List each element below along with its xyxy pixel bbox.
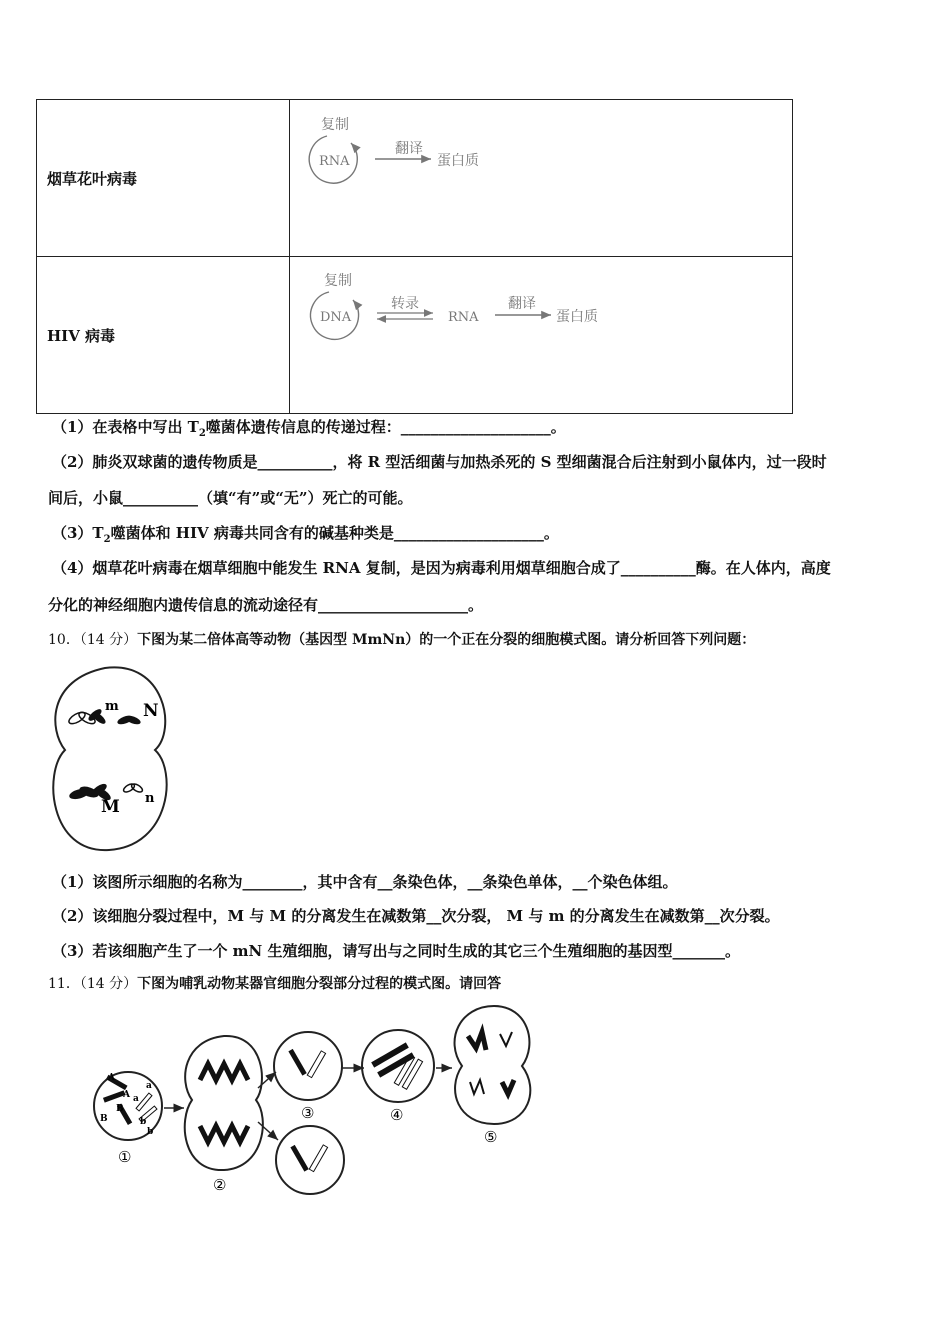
question-stem: 下图为哺乳动物某器官细胞分裂部分过程的模式图。请回答 [137,976,502,992]
q10-stem [48,629,755,649]
cell-number-5: ⑤ [484,1128,498,1146]
cell-1 [94,1072,162,1166]
transcribe-label: 转录 [391,296,419,312]
table-row [37,100,793,257]
cell-number-3: ③ [301,1104,315,1122]
q9-part3 [52,522,559,545]
gene-label-m: m [105,699,119,714]
question-number: 10．（14 分） [48,632,138,648]
label-b: b [140,1117,147,1127]
label-B: B [100,1114,108,1124]
cell-2 [185,1036,263,1194]
replicate-label: 复制 [324,273,352,289]
rna-label: RNA [448,310,479,325]
gene-label-M: M [101,797,120,817]
translate-label: 翻译 [508,296,536,312]
cell-number-4: ④ [390,1106,404,1124]
q10-cell-figure [45,660,180,860]
q9-part1-text-2: 噬菌体遗传信息的传递过程：____________________。 [205,418,566,436]
gene-label-n: n [145,791,155,806]
virus-table [36,99,793,414]
protein-label: 蛋白质 [437,153,479,169]
gene-label-N: N [143,701,159,721]
diagram-cell [290,257,793,414]
arrow [258,1072,276,1088]
q9-part4-line1: （4）烟草花叶病毒在烟草细胞中能发生 RNA 复制，是因为病毒利用烟草细胞合成了__________酶。在人体内，高度 [52,559,831,577]
subscript: 2 [198,428,206,439]
virus-name-cell: HIV 病毒 [37,257,290,414]
q10-part3: （3）若该细胞产生了一个 mN 生殖细胞，请写出与之同时生成的其它三个生殖细胞的基因型_______。 [52,942,740,960]
table-row [37,257,793,414]
dividing-cell-outline [53,667,166,850]
cell-4 [362,1030,434,1124]
virus-name-cell: 烟草花叶病毒 [37,100,290,257]
protein-label: 蛋白质 [556,309,598,325]
dna-label: DNA [320,310,352,325]
cell-3 [274,1032,342,1122]
tmv-flow-diagram [291,103,791,253]
q9-part2-line2: 间后，小鼠__________（填“有”或“无”）死亡的可能。 [48,489,413,507]
q11-stem [48,973,501,993]
subscript: 2 [103,534,111,545]
label-a: a [146,1081,152,1091]
cell-number-2: ② [213,1176,227,1194]
q9-part3-text: （3）T [52,524,104,542]
label-a: a [133,1094,139,1104]
replicate-label: 复制 [321,117,349,133]
q9-part3-text-2: 噬菌体和 HIV 病毒共同含有的碱基种类是____________________。 [110,524,559,542]
label-A: A [123,1090,130,1100]
diagram-cell [290,100,793,257]
cell-number-1: ① [118,1148,132,1166]
cell-3-sister [276,1126,344,1194]
hiv-flow-diagram [291,260,791,410]
q10-part1: （1）该图所示细胞的名称为________，其中含有__条染色体，__条染色单体，__个染色体组。 [52,873,678,891]
q10-part2: （2）该细胞分裂过程中，M 与 M 的分离发生在减数第__次分裂， M 与 m 的分离发生在减数第__次分裂。 [52,907,780,925]
q9-part1 [52,416,566,439]
translate-label: 翻译 [395,141,423,157]
label-A: A [108,1073,115,1083]
q9-part2-line1: （2）肺炎双球菌的遗传物质是__________，将 R 型活细菌与加热杀死的 S 型细菌混合后注射到小鼠体内，过一段时 [52,453,827,471]
q9-part1-text: （1）在表格中写出 T [52,418,199,436]
question-number: 11．（14 分） [48,976,138,992]
question-stem: 下图为某二倍体高等动物（基因型 MmNn）的一个正在分裂的细胞模式图。请分析回答下列问题： [137,632,756,648]
label-b: b [147,1127,154,1137]
label-B: B [116,1104,124,1114]
q9-part4-line2: 分化的神经细胞内遗传信息的流动途径有____________________。 [48,596,484,614]
rna-label: RNA [319,154,350,169]
cell-5 [455,1006,531,1146]
q11-division-figure [88,1000,548,1200]
